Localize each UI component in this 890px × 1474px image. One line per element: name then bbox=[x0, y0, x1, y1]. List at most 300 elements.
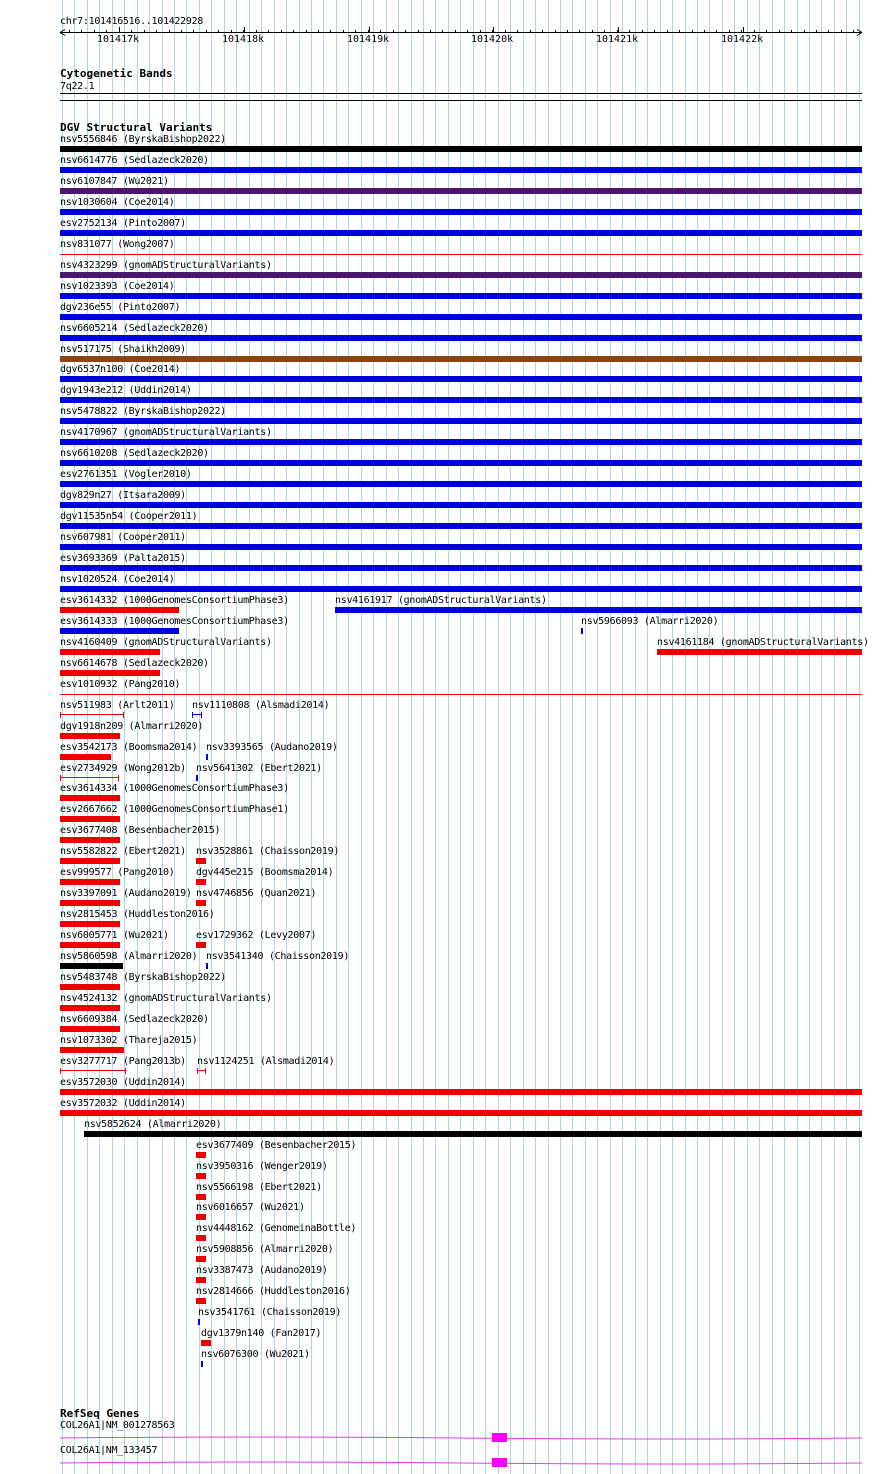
sv-label[interactable]: nsv6614776 (Sedlazeck2020) bbox=[60, 154, 209, 166]
sv-feature[interactable] bbox=[206, 963, 208, 969]
sv-feature[interactable] bbox=[60, 209, 862, 215]
gene-model[interactable] bbox=[60, 1456, 866, 1470]
gridline bbox=[386, 0, 387, 1474]
sv-id: nsv4448162 bbox=[196, 1223, 254, 1235]
sv-feature[interactable] bbox=[657, 649, 862, 655]
ruler-tick-label: 101419k bbox=[347, 34, 390, 45]
sv-study: Chaisson2019 bbox=[274, 951, 344, 963]
sv-label[interactable]: esv1010932 (Pang2010) bbox=[60, 678, 181, 690]
sv-feature[interactable] bbox=[60, 502, 862, 508]
sv-id: nsv6076300 bbox=[201, 1349, 259, 1361]
sv-id: nsv5582822 bbox=[60, 846, 118, 858]
sv-id: nsv6107847 bbox=[60, 175, 118, 187]
sv-label[interactable]: dgv11535n54 (Cooper2011) bbox=[60, 511, 198, 523]
sv-study: Besenbacher2015 bbox=[128, 825, 215, 837]
sv-study: Almarri2020 bbox=[649, 615, 713, 627]
sv-feature[interactable] bbox=[60, 586, 862, 592]
sv-label[interactable]: nsv6609384 (Sedlazeck2020) bbox=[60, 1013, 209, 1025]
gridline bbox=[859, 0, 860, 1474]
sv-label[interactable]: dgv1379n140 (Fan2017) bbox=[201, 1328, 322, 1340]
sv-label[interactable]: esv3572032 (Uddin2014) bbox=[60, 1097, 186, 1109]
sv-feature[interactable] bbox=[196, 1277, 206, 1283]
sv-label[interactable]: nsv517175 (Shaikh2009) bbox=[60, 343, 186, 355]
sv-feature[interactable] bbox=[60, 942, 120, 948]
sv-label[interactable]: esv3277717 (Pang2013b) bbox=[60, 1055, 186, 1067]
ruler-tick-label: 101417k bbox=[97, 34, 140, 45]
sv-label[interactable]: nsv3950316 (Wenger2019) bbox=[196, 1160, 328, 1172]
sv-label[interactable]: esv3677408 (Besenbacher2015) bbox=[60, 825, 221, 837]
sv-feature[interactable] bbox=[60, 984, 120, 990]
sv-label[interactable]: nsv5641302 (Ebert2021) bbox=[196, 762, 322, 774]
gridline bbox=[697, 0, 698, 1474]
sv-label[interactable]: nsv5908856 (Almarri2020) bbox=[196, 1244, 334, 1256]
sv-feature[interactable] bbox=[60, 293, 862, 299]
sv-id: nsv831077 bbox=[60, 238, 112, 250]
sv-label[interactable]: nsv5582822 (Ebert2021) bbox=[60, 846, 186, 858]
sv-feature[interactable] bbox=[60, 356, 862, 362]
sv-study: Chaisson2019 bbox=[264, 846, 334, 858]
sv-feature[interactable] bbox=[60, 879, 120, 885]
sv-id: nsv3397091 bbox=[60, 888, 118, 900]
sv-feature[interactable] bbox=[196, 1214, 206, 1220]
sv-label[interactable]: nsv607981 (Cooper2011) bbox=[60, 532, 186, 544]
sv-label[interactable]: nsv4161184 (gnomADStructuralVariants) bbox=[657, 636, 869, 648]
sv-label[interactable]: dgv6537n100 (Coe2014) bbox=[60, 364, 181, 376]
sv-feature[interactable] bbox=[60, 418, 862, 424]
sv-study: Ebert2021 bbox=[264, 1181, 317, 1193]
sv-label[interactable]: nsv4160409 (gnomADStructuralVariants) bbox=[60, 636, 272, 648]
sv-study: Besenbacher2015 bbox=[264, 1139, 351, 1151]
sv-feature[interactable] bbox=[196, 879, 206, 885]
sv-feature[interactable] bbox=[196, 1235, 206, 1241]
sv-id: esv3693369 bbox=[60, 553, 118, 564]
sv-feature[interactable] bbox=[60, 1005, 120, 1011]
sv-id: nsv5483748 bbox=[60, 972, 118, 983]
sv-feature[interactable] bbox=[60, 712, 124, 718]
sv-feature[interactable] bbox=[60, 523, 862, 529]
sv-feature[interactable] bbox=[60, 544, 862, 550]
sv-id: esv3277717 bbox=[60, 1055, 118, 1067]
sv-study: GenomeinaBottle bbox=[264, 1223, 351, 1235]
sv-feature[interactable] bbox=[60, 146, 862, 152]
sv-label[interactable]: nsv5860598 (Almarri2020) bbox=[60, 951, 198, 963]
sv-label[interactable]: dgv1918n209 (Almarri2020) bbox=[60, 720, 204, 732]
sv-label[interactable]: nsv4524132 (gnomADStructuralVariants) bbox=[60, 992, 272, 1004]
sv-id: nsv6605214 bbox=[60, 322, 118, 334]
sv-label[interactable]: nsv1020524 (Coe2014) bbox=[60, 573, 175, 585]
sv-label[interactable]: esv3693369 (Palta2015) bbox=[60, 553, 186, 564]
sv-label[interactable]: nsv4448162 (GenomeinaBottle) bbox=[196, 1223, 357, 1235]
sv-label[interactable]: nsv6107847 (Wu2021) bbox=[60, 175, 169, 187]
sv-feature[interactable] bbox=[196, 942, 206, 948]
sv-feature[interactable] bbox=[196, 775, 198, 781]
sv-study: Almarri2020 bbox=[264, 1244, 328, 1256]
sv-id: nsv5860598 bbox=[60, 951, 118, 963]
sv-study: Audano2019 bbox=[264, 1265, 322, 1277]
sv-id: esv3677409 bbox=[196, 1139, 254, 1151]
sv-study: Wu2021 bbox=[269, 1349, 304, 1361]
sv-feature[interactable] bbox=[198, 1319, 200, 1325]
sv-label[interactable]: nsv5566198 (Ebert2021) bbox=[196, 1181, 322, 1193]
sv-label[interactable]: esv2734929 (Wong2012b) bbox=[60, 762, 186, 774]
sv-label[interactable]: nsv6605214 (Sedlazeck2020) bbox=[60, 322, 209, 334]
gridline bbox=[685, 0, 686, 1474]
sv-label[interactable]: nsv831077 (Wong2007) bbox=[60, 238, 175, 250]
sv-label[interactable]: nsv5852624 (Almarri2020) bbox=[84, 1118, 222, 1130]
sv-feature[interactable] bbox=[60, 775, 119, 781]
sv-feature[interactable] bbox=[196, 1173, 206, 1179]
sv-id: nsv6016657 bbox=[196, 1202, 254, 1214]
gridline bbox=[523, 0, 524, 1474]
gene-model[interactable] bbox=[60, 1431, 866, 1445]
sv-id: nsv4170967 bbox=[60, 427, 118, 439]
sv-id: nsv5852624 bbox=[84, 1118, 142, 1130]
gridline bbox=[846, 0, 847, 1474]
sv-study: Wong2012b bbox=[128, 762, 181, 774]
sv-feature[interactable] bbox=[60, 254, 862, 255]
sv-label[interactable]: nsv3397091 (Audano2019) bbox=[60, 888, 192, 900]
sv-label[interactable]: nsv6005771 (Wu2021) bbox=[60, 930, 169, 942]
sv-id: esv2761351 bbox=[60, 469, 118, 481]
sv-feature[interactable] bbox=[196, 1298, 206, 1304]
sv-study: gnomADStructuralVariants bbox=[128, 427, 266, 439]
ruler-tick-label: 101422k bbox=[721, 34, 764, 45]
sv-label[interactable]: dgv445e215 (Boomsma2014) bbox=[196, 867, 334, 879]
cyto-track-title: Cytogenetic Bands bbox=[60, 67, 173, 80]
sv-label[interactable]: nsv5478822 (ByrskaBishop2022) bbox=[60, 406, 226, 418]
sv-label[interactable]: esv2752134 (Pinto2007) bbox=[60, 217, 186, 229]
sv-feature[interactable] bbox=[196, 858, 206, 864]
sv-feature[interactable] bbox=[60, 188, 862, 194]
sv-id: esv3572032 bbox=[60, 1097, 118, 1109]
sv-feature[interactable] bbox=[201, 1340, 211, 1346]
sv-id: esv1729362 bbox=[196, 930, 254, 942]
sv-study: Almarri2020 bbox=[152, 1118, 216, 1130]
sv-id: esv3542173 bbox=[60, 741, 118, 753]
sv-id: esv3614333 bbox=[60, 615, 118, 627]
sv-feature[interactable] bbox=[60, 481, 862, 487]
sv-study: Audano2019 bbox=[274, 741, 332, 753]
sv-id: nsv1030604 bbox=[60, 196, 118, 208]
sv-id: nsv1124251 bbox=[197, 1055, 255, 1067]
sv-label[interactable]: nsv5966093 (Almarri2020) bbox=[581, 615, 719, 627]
sv-label[interactable]: nsv1023393 (Coe2014) bbox=[60, 280, 175, 292]
gridline bbox=[797, 0, 798, 1474]
sv-feature[interactable] bbox=[201, 1361, 203, 1367]
sv-feature[interactable] bbox=[60, 694, 862, 695]
gridline bbox=[784, 0, 785, 1474]
sv-label[interactable]: nsv4170967 (gnomADStructuralVariants) bbox=[60, 427, 272, 439]
sv-study: Almarri2020 bbox=[134, 720, 198, 732]
gridline bbox=[560, 0, 561, 1474]
sv-feature[interactable] bbox=[196, 1152, 206, 1158]
sv-study: ByrskaBishop2022 bbox=[128, 134, 221, 145]
sv-id: nsv5641302 bbox=[196, 762, 254, 774]
sv-label[interactable]: esv2667662 (1000GenomesConsortiumPhase1) bbox=[60, 804, 289, 816]
sv-study: Thareja2015 bbox=[128, 1034, 192, 1046]
gridline bbox=[622, 0, 623, 1474]
sv-label[interactable]: esv3614332 (1000GenomesConsortiumPhase3) bbox=[60, 594, 289, 606]
sv-id: nsv6614776 bbox=[60, 154, 118, 166]
sv-study: Cooper2011 bbox=[134, 511, 192, 523]
sv-feature[interactable] bbox=[60, 1068, 126, 1074]
sv-feature[interactable] bbox=[60, 921, 120, 927]
sv-label[interactable]: nsv511983 (Arlt2011) bbox=[60, 699, 175, 711]
sv-label[interactable]: esv3542173 (Boomsma2014) bbox=[60, 741, 198, 753]
sv-feature[interactable] bbox=[60, 963, 123, 969]
sv-id: nsv1023393 bbox=[60, 280, 118, 292]
sv-feature[interactable] bbox=[60, 1110, 862, 1116]
sv-id: nsv4323299 bbox=[60, 259, 118, 271]
sv-feature[interactable] bbox=[84, 1131, 862, 1137]
sv-id: nsv517175 bbox=[60, 343, 112, 355]
gridline bbox=[435, 0, 436, 1474]
sv-label[interactable]: nsv4746856 (Quan2021) bbox=[196, 888, 317, 900]
sv-study: ByrskaBishop2022 bbox=[128, 406, 221, 418]
sv-feature[interactable] bbox=[60, 314, 862, 320]
sv-feature[interactable] bbox=[60, 1089, 862, 1095]
sv-feature[interactable] bbox=[60, 167, 862, 173]
gridline bbox=[572, 0, 573, 1474]
sv-id: nsv6614678 bbox=[60, 657, 118, 669]
sv-study: Uddin2014 bbox=[128, 1076, 181, 1088]
sv-study: Wong2007 bbox=[122, 238, 169, 250]
sv-label[interactable]: dgv829n27 (Itsara2009) bbox=[60, 490, 186, 502]
sv-feature[interactable] bbox=[60, 670, 160, 676]
sv-label[interactable]: nsv3541761 (Chaisson2019) bbox=[198, 1307, 342, 1319]
sv-feature[interactable] bbox=[197, 1068, 206, 1074]
sv-study: Levy2007 bbox=[264, 930, 311, 942]
ruler-axis bbox=[0, 0, 890, 55]
sv-study: Wenger2019 bbox=[264, 1160, 322, 1172]
sv-study: Sedlazeck2020 bbox=[128, 448, 204, 460]
sv-study: Alsmadi2014 bbox=[260, 699, 324, 711]
sv-feature[interactable] bbox=[60, 837, 120, 843]
sv-feature[interactable] bbox=[60, 607, 179, 613]
sv-label[interactable]: nsv4161917 (gnomADStructuralVariants) bbox=[335, 594, 547, 606]
sv-id: dgv445e215 bbox=[196, 867, 254, 879]
sv-label[interactable]: esv2761351 (Vogler2010) bbox=[60, 469, 192, 481]
sv-study: Pinto2007 bbox=[128, 217, 181, 229]
sv-study: gnomADStructuralVariants bbox=[403, 594, 541, 606]
sv-id: esv3677408 bbox=[60, 825, 118, 837]
sv-feature[interactable] bbox=[60, 858, 120, 864]
sv-id: dgv1379n140 bbox=[201, 1328, 264, 1340]
sv-id: esv1010932 bbox=[60, 678, 118, 690]
gridline bbox=[411, 0, 412, 1474]
sv-id: esv3614332 bbox=[60, 594, 118, 606]
sv-id: dgv6537n100 bbox=[60, 364, 123, 376]
sv-label[interactable]: nsv5483748 (ByrskaBishop2022) bbox=[60, 972, 226, 983]
sv-id: nsv1073302 bbox=[60, 1034, 118, 1046]
sv-id: dgv1918n209 bbox=[60, 720, 123, 732]
dgv-track-title: DGV Structural Variants bbox=[60, 121, 213, 134]
sv-study: gnomADStructuralVariants bbox=[128, 992, 266, 1004]
sv-id: dgv11535n54 bbox=[60, 511, 123, 523]
sv-feature[interactable] bbox=[60, 397, 862, 403]
gridline bbox=[373, 0, 374, 1474]
sv-id: nsv2815453 bbox=[60, 909, 118, 921]
ruler-tick-label: 101418k bbox=[222, 34, 265, 45]
sv-id: esv2752134 bbox=[60, 217, 118, 229]
sv-label[interactable]: dgv236e55 (Pinto2007) bbox=[60, 301, 181, 313]
gridline bbox=[498, 0, 499, 1474]
sv-feature[interactable] bbox=[60, 335, 862, 341]
sv-label[interactable]: nsv6076300 (Wu2021) bbox=[201, 1349, 310, 1361]
sv-id: nsv5566198 bbox=[196, 1181, 254, 1193]
sv-label[interactable]: esv3572030 (Uddin2014) bbox=[60, 1076, 186, 1088]
sv-feature[interactable] bbox=[60, 649, 160, 655]
sv-label[interactable]: nsv2814666 (Huddleston2016) bbox=[196, 1286, 351, 1298]
sv-label[interactable]: nsv1110808 (Alsmadi2014) bbox=[192, 699, 330, 711]
gridline bbox=[734, 0, 735, 1474]
sv-feature[interactable] bbox=[335, 607, 862, 613]
sv-study: Itsara2009 bbox=[122, 490, 181, 502]
gridline bbox=[709, 0, 710, 1474]
gridline bbox=[834, 0, 835, 1474]
sv-label[interactable]: nsv4323299 (gnomADStructuralVariants) bbox=[60, 259, 272, 271]
sv-study: Coe2014 bbox=[128, 196, 169, 208]
gridline bbox=[485, 0, 486, 1474]
sv-study: Wu2021 bbox=[128, 175, 163, 187]
sv-id: nsv511983 bbox=[60, 699, 112, 711]
sv-study: Huddleston2016 bbox=[128, 909, 209, 921]
sv-study: gnomADStructuralVariants bbox=[725, 636, 863, 648]
gridline bbox=[672, 0, 673, 1474]
sv-feature[interactable] bbox=[60, 565, 862, 571]
sv-feature[interactable] bbox=[60, 230, 862, 236]
sv-feature[interactable] bbox=[192, 712, 202, 718]
gridline bbox=[448, 0, 449, 1474]
sv-label[interactable]: nsv6610208 (Sedlazeck2020) bbox=[60, 448, 209, 460]
sv-feature[interactable] bbox=[60, 460, 862, 466]
sv-feature[interactable] bbox=[60, 628, 179, 634]
sv-study: Wu2021 bbox=[128, 930, 163, 942]
sv-label[interactable]: nsv1030604 (Coe2014) bbox=[60, 196, 175, 208]
gridline bbox=[473, 0, 474, 1474]
sv-id: esv3614334 bbox=[60, 783, 118, 795]
sv-id: nsv3950316 bbox=[196, 1160, 254, 1172]
sv-study: Vogler2010 bbox=[128, 469, 186, 481]
sv-study: 1000GenomesConsortiumPhase3 bbox=[128, 594, 284, 606]
gridline bbox=[348, 0, 349, 1474]
sv-id: esv2734929 bbox=[60, 762, 118, 774]
sv-id: nsv6005771 bbox=[60, 930, 118, 942]
gridline bbox=[398, 0, 399, 1474]
gene-label[interactable]: COL26A1|NM_001278563 bbox=[60, 1420, 175, 1431]
gene-intron-line bbox=[60, 1462, 862, 1464]
sv-study: Coe2014 bbox=[128, 280, 169, 292]
gridline bbox=[423, 0, 424, 1474]
sv-study: Alsmadi2014 bbox=[265, 1055, 329, 1067]
sv-feature[interactable] bbox=[60, 816, 120, 822]
sv-label[interactable]: nsv1124251 (Alsmadi2014) bbox=[197, 1055, 335, 1067]
sv-feature[interactable] bbox=[60, 795, 120, 801]
sv-label[interactable]: nsv1073302 (Thareja2015) bbox=[60, 1034, 198, 1046]
sv-label[interactable]: esv1729362 (Levy2007) bbox=[196, 930, 317, 942]
gridline bbox=[460, 0, 461, 1474]
sv-study: Boomsma2014 bbox=[264, 867, 328, 879]
sv-study: Pang2010 bbox=[122, 867, 169, 879]
gridline bbox=[635, 0, 636, 1474]
sv-feature[interactable] bbox=[196, 1194, 206, 1200]
sv-feature[interactable] bbox=[60, 272, 862, 278]
sv-label[interactable]: nsv3393565 (Audano2019) bbox=[206, 741, 338, 753]
sv-feature[interactable] bbox=[60, 900, 120, 906]
sv-label[interactable]: nsv3528861 (Chaisson2019) bbox=[196, 846, 340, 858]
sv-id: nsv5478822 bbox=[60, 406, 118, 418]
gene-exon[interactable] bbox=[492, 1433, 507, 1442]
gridline bbox=[747, 0, 748, 1474]
gridline bbox=[548, 0, 549, 1474]
sv-label[interactable]: nsv3387473 (Audano2019) bbox=[196, 1265, 328, 1277]
sv-label[interactable]: nsv6016657 (Wu2021) bbox=[196, 1202, 305, 1214]
gridline bbox=[772, 0, 773, 1474]
sv-study: Uddin2014 bbox=[134, 385, 186, 397]
sv-study: 1000GenomesConsortiumPhase1 bbox=[128, 804, 284, 816]
sv-study: Ebert2021 bbox=[264, 762, 317, 774]
gene-exon[interactable] bbox=[492, 1458, 507, 1467]
sv-label[interactable]: nsv5556846 (ByrskaBishop2022) bbox=[60, 134, 226, 145]
sv-id: nsv1110808 bbox=[192, 699, 250, 711]
sv-id: nsv3387473 bbox=[196, 1265, 254, 1277]
sv-study: Wu2021 bbox=[264, 1202, 299, 1214]
sv-feature[interactable] bbox=[581, 628, 583, 634]
gridline bbox=[821, 0, 822, 1474]
gridline bbox=[809, 0, 810, 1474]
sv-feature[interactable] bbox=[196, 900, 206, 906]
sv-label[interactable]: dgv1943e212 (Uddin2014) bbox=[60, 385, 192, 397]
sv-id: nsv3393565 bbox=[206, 741, 264, 753]
sv-study: Fan2017 bbox=[275, 1328, 316, 1340]
sv-feature[interactable] bbox=[60, 754, 111, 760]
sv-label[interactable]: esv3677409 (Besenbacher2015) bbox=[196, 1139, 357, 1151]
sv-study: Arlt2011 bbox=[122, 699, 169, 711]
sv-study: Pinto2007 bbox=[122, 301, 175, 313]
gene-label[interactable]: COL26A1|NM_133457 bbox=[60, 1444, 158, 1456]
sv-id: dgv1943e212 bbox=[60, 385, 123, 397]
sv-feature[interactable] bbox=[196, 1256, 206, 1262]
sv-study: Quan2021 bbox=[264, 888, 311, 900]
sv-label[interactable]: nsv2815453 (Huddleston2016) bbox=[60, 909, 215, 921]
sv-feature[interactable] bbox=[60, 1047, 124, 1053]
cyto-band-line bbox=[60, 93, 862, 94]
sv-label[interactable]: nsv6614678 (Sedlazeck2020) bbox=[60, 657, 209, 669]
sv-feature[interactable] bbox=[60, 1026, 120, 1032]
sv-feature[interactable] bbox=[60, 733, 120, 739]
sv-label[interactable]: esv3614333 (1000GenomesConsortiumPhase3) bbox=[60, 615, 289, 627]
sv-id: nsv4524132 bbox=[60, 992, 118, 1004]
sv-id: dgv236e55 bbox=[60, 301, 112, 313]
sv-id: nsv3541761 bbox=[198, 1307, 256, 1319]
sv-label[interactable]: esv999577 (Pang2010) bbox=[60, 867, 175, 879]
sv-id: esv999577 bbox=[60, 867, 112, 879]
genes-track-title: RefSeq Genes bbox=[60, 1407, 140, 1420]
sv-id: esv2667662 bbox=[60, 804, 118, 816]
sv-feature[interactable] bbox=[206, 754, 208, 760]
sv-label[interactable]: esv3614334 (1000GenomesConsortiumPhase3) bbox=[60, 783, 289, 795]
ruler-tick-label: 101421k bbox=[596, 34, 639, 45]
sv-label[interactable]: nsv3541340 (Chaisson2019) bbox=[206, 951, 350, 963]
gridline bbox=[510, 0, 511, 1474]
sv-study: 1000GenomesConsortiumPhase3 bbox=[128, 783, 284, 795]
sv-feature[interactable] bbox=[60, 376, 862, 382]
cyto-band-label[interactable]: 7q22.1 bbox=[60, 81, 95, 92]
sv-feature[interactable] bbox=[60, 439, 862, 445]
gene-intron-line bbox=[60, 1437, 862, 1439]
sv-id: nsv5908856 bbox=[196, 1244, 254, 1256]
sv-study: gnomADStructuralVariants bbox=[128, 259, 266, 271]
